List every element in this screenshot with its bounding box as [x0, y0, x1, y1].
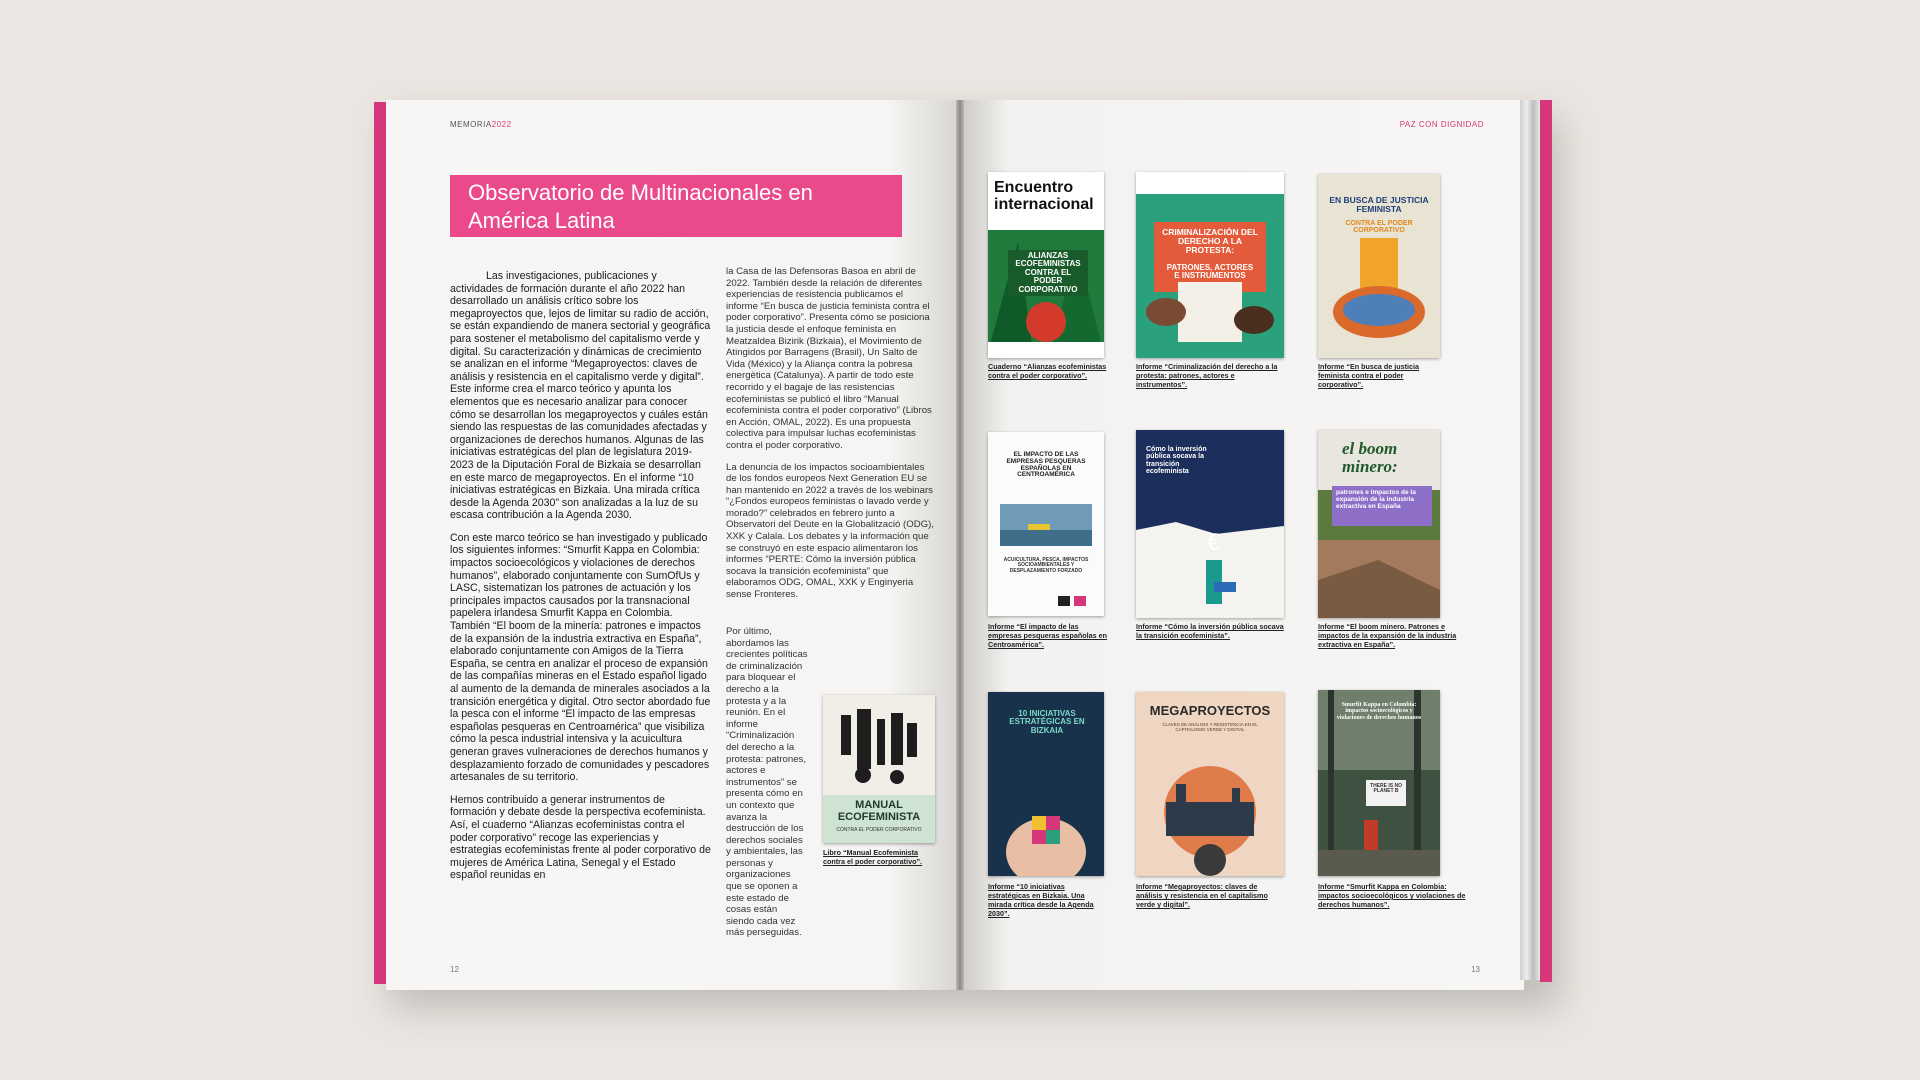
cover-title: EL IMPACTO DE LAS EMPRESAS PESQUERAS ESPAÑOLAS EN CENTROAMÉRICA: [1006, 451, 1086, 479]
cover-10-iniciativas: [988, 692, 1104, 876]
body-column-1: [450, 270, 712, 892]
cover-caption: Informe “Criminalización del derecho a la protesta: patrones, actores e instrumentos”.: [1136, 362, 1278, 389]
cover-title: Encuentro internacional: [994, 179, 1094, 213]
manual-cover-subtitle: CONTRA EL PODER CORPORATIVO: [836, 827, 922, 833]
cover-megaproyectos: [1136, 692, 1284, 876]
cover-subtitle: CONTRA EL PODER CORPORATIVO: [1345, 220, 1413, 235]
right-cover-edge: [1540, 100, 1552, 982]
cover-caption: Informe “El impacto de las empresas pesqueras españolas en Centroamérica”.: [988, 622, 1108, 649]
cover-subtitle: THERE IS NO PLANET B: [1370, 783, 1402, 795]
cover-title: Smurfit Kappa en Colombia: impactos socioecológicos y violaciones de derechos humanos: [1336, 702, 1422, 721]
paragraph: Hemos contribuido a generar instrumentos de formación y debate desde la perspectiva ecofeminista. Así, el cuaderno “Alianzas ecofeministas contra el poder corporativo” recoge las experiencias y estrategias ecofeministas frente al poder corporativo de mujeres de América Latina, Senegal y el Estado español reunidas en: [450, 793, 711, 882]
page-number-right: 13: [1471, 965, 1480, 974]
cover-caption: Informe “Smurfit Kappa en Colombia: impactos socioecológicos y violaciones de derechos humanos”.: [1318, 882, 1466, 909]
body-column-2-narrow: [726, 626, 808, 949]
cover-title: CRIMINALIZACIÓN DEL DERECHO A LA PROTESTA:: [1162, 227, 1258, 255]
cover-smurfit-kappa: [1318, 690, 1440, 876]
cover-subtitle: ACUICULTURA, PESCA, IMPACTOS SOCIOAMBIENTALES Y DESPLAZAMIENTO FORZADO: [1003, 557, 1089, 574]
paragraph: Por último, abordamos las crecientes políticas de criminalización para bloquear el derecho a la protesta y a la reunión. En el informe “Criminalización del derecho a la protesta: patrones, actores e instrumentos” se presenta cómo en un contexto que avanza la destrucción de los derechos sociales y ambientales, las personas y organizaciones que se oponen a este estado de cosas están siendo cada vez más perseguidas.: [726, 626, 808, 939]
page-stack-edge: [1520, 100, 1540, 980]
book-gutter: [956, 100, 964, 990]
right-page: [964, 100, 1524, 990]
paragraph: Las investigaciones, publicaciones y actividades de formación durante el año 2022 han desarrollado un análisis crítico sobre los megaproyectos que, lejos de limitar su radio de acción, se están expandiendo de manera sectorial y geográfica para sostener el metabolismo del capitalismo verde y digital. Su caracterización y dinámicas de crecimiento se analizan en el informe “Megaproyectos: claves de análisis y resistencia en el capitalismo verde y digital”. Este informe crea el marco teórico y apunta los elementos que es necesario analizar para conocer cómo se desarrollan los megaproyectos y cuáles están siendo las respuestas de las comunidades afectadas y organizaciones de derechos humanos. Algunas de las iniciativas estratégicas del plan de legislatura 2019-2023 de la Diputación Foral de Bizkaia se desarrollan en este marco de megaproyectos. En el informe “10 iniciativas estratégicas en Bizkaia. Una mirada crítica desde la Agenda 2030” son analizadas a la luz de su escasa contribución a la Agenda 2030.: [450, 270, 711, 522]
running-head-left: MEMORIA2022: [450, 120, 512, 129]
cover-empresas-pesqueras: [988, 432, 1104, 616]
cover-caption: Informe “10 iniciativas estratégicas en Bizkaia. Una mirada crítica desde la Agenda 2030”.: [988, 882, 1094, 918]
cover-caption: Informe “Cómo la inversión pública socava la transición ecofeminista”.: [1136, 622, 1284, 640]
section-title: Observatorio de Multinacionales en América Latina: [450, 175, 902, 237]
cover-justicia-feminista: [1318, 174, 1440, 358]
paragraph: La denuncia de los impactos socioambientales de los fondos europeos Next Generation EU se han mantenido en 2022 a través de los webinars “¿Fondos europeos feministas o lavado verde y morado?” celebrados en febrero junto a Observatori del Deute en la Globalització (ODG), XXK y Calala. Los debates y la información que se construyó en este espacio alimentaron los informes “PERTE: Cómo la inversión pública socava la transición ecofeminista” que elaboramos ODG, OMAL, XXK y Enginyeria sense Fronteres.: [726, 461, 934, 601]
cover-title: EN BUSCA DE JUSTICIA FEMINISTA: [1329, 195, 1429, 214]
paragraph: Con este marco teórico se han investigado y publicado los siguientes informes: “Smurfit Kappa en Colombia: impactos socioecológicos y violaciones de derechos humanos”, elaborado conjuntamente con SumOfUs y LASC, sistematizan los patrones de actuación y los principales impactos causados por la transnacional papelera irlandesa Smurfit Kappa en Colombia. También “El boom de la minería: patrones e impactos de la expansión de la industria extractiva en España”, elaborado conjuntamente con Amigos de la Tierra España, se centra en analizar el proceso de expansión de las compañías mineras en el Estado español ligado al aumento de la demanda de minerales asociados a la transición energética y digital. Otro sector abordado fue la pesca con el informe “El impacto de las empresas españolas pesqueras en Centroamérica” que visibiliza cómo la pesca industrial intensiva y la acuicultura generan graves vulneraciones de derechos humanos y desplazamiento forzado de comunidades y pescadores artesanales de su territorio.: [450, 531, 711, 784]
manual-cover-title: MANUAL ECOFEMINISTA: [837, 799, 921, 823]
cover-inversion-publica: [1136, 430, 1284, 618]
cover-art: [1136, 692, 1284, 876]
cover-alianzas-ecofeministas: [988, 172, 1104, 358]
cover-criminalizacion: [1136, 172, 1284, 358]
cover-title: MEGAPROYECTOS: [1149, 703, 1271, 718]
cover-title: Cómo la inversión pública socava la transición ecofeminista: [1146, 446, 1207, 476]
paragraph: la Casa de las Defensoras Basoa en abril de 2022. También desde la relación de diferentes experiencias de resistencia publicamos el informe “En busca de justicia feminista contra el poder corporativo”. Presenta cómo se posiciona la justicia desde el enfoque feminista en Meatzaldea Bizirik (Bizkaia), el Movimiento de Atingidos por Barragens (Brasil), Un Salto de Vida (México) y la Aliança contra la pobresa energètica (Catalunya). A partir de todo este recorrido y el bagaje de las resistencias ecofeministas se publicó el libro “Manual ecofeminista contra el poder corporativo” (Libros en Acción, OMAL, 2022). Es una propuesta colectiva para impulsar luchas ecofeministas contra el poder corporativo.: [726, 266, 932, 451]
cover-title: el boom minero:: [1342, 439, 1398, 476]
cover-title: 10 INICIATIVAS ESTRATÉGICAS EN BIZKAIA: [1009, 709, 1085, 735]
cover-caption: Informe “Megaproyectos: claves de análisis y resistencia en el capitalismo verde y digital”.: [1136, 882, 1268, 909]
cover-boom-minero: [1318, 430, 1440, 618]
left-cover-edge: [374, 102, 386, 984]
cover-subtitle: CLAVES DE ANÁLISIS Y RESISTENCIA EN EL CAPITALISMO VERDE Y DIGITAL: [1162, 722, 1258, 732]
left-page: [386, 100, 956, 990]
cover-subtitle: patrones e impactos de la expansión de la industria extractiva en España: [1336, 489, 1416, 510]
cover-caption: Informe “El boom minero. Patrones e impactos de la expansión de la industria extractiva en España”.: [1318, 622, 1457, 649]
cover-caption: Informe “En busca de justicia feminista contra el poder corporativo”.: [1318, 362, 1420, 389]
cover-subtitle: PATRONES, ACTORES E INSTRUMENTOS: [1166, 263, 1254, 281]
cover-subtitle: ALIANZAS ECOFEMINISTAS CONTRA EL PODER CORPORATIVO: [1008, 250, 1088, 296]
manual-ecofeminista-cover: [823, 695, 935, 843]
page-number-left: 12: [450, 965, 459, 974]
cover-caption: Cuaderno “Alianzas ecofeministas contra el poder corporativo”.: [988, 362, 1107, 380]
manual-caption: Libro “Manual Ecofeminista contra el poder corporativo”.: [823, 848, 923, 866]
running-head-right: PAZ CON DIGNIDAD: [1399, 120, 1484, 129]
svg-text:€: €: [1207, 531, 1221, 556]
body-column-2: [726, 266, 936, 611]
